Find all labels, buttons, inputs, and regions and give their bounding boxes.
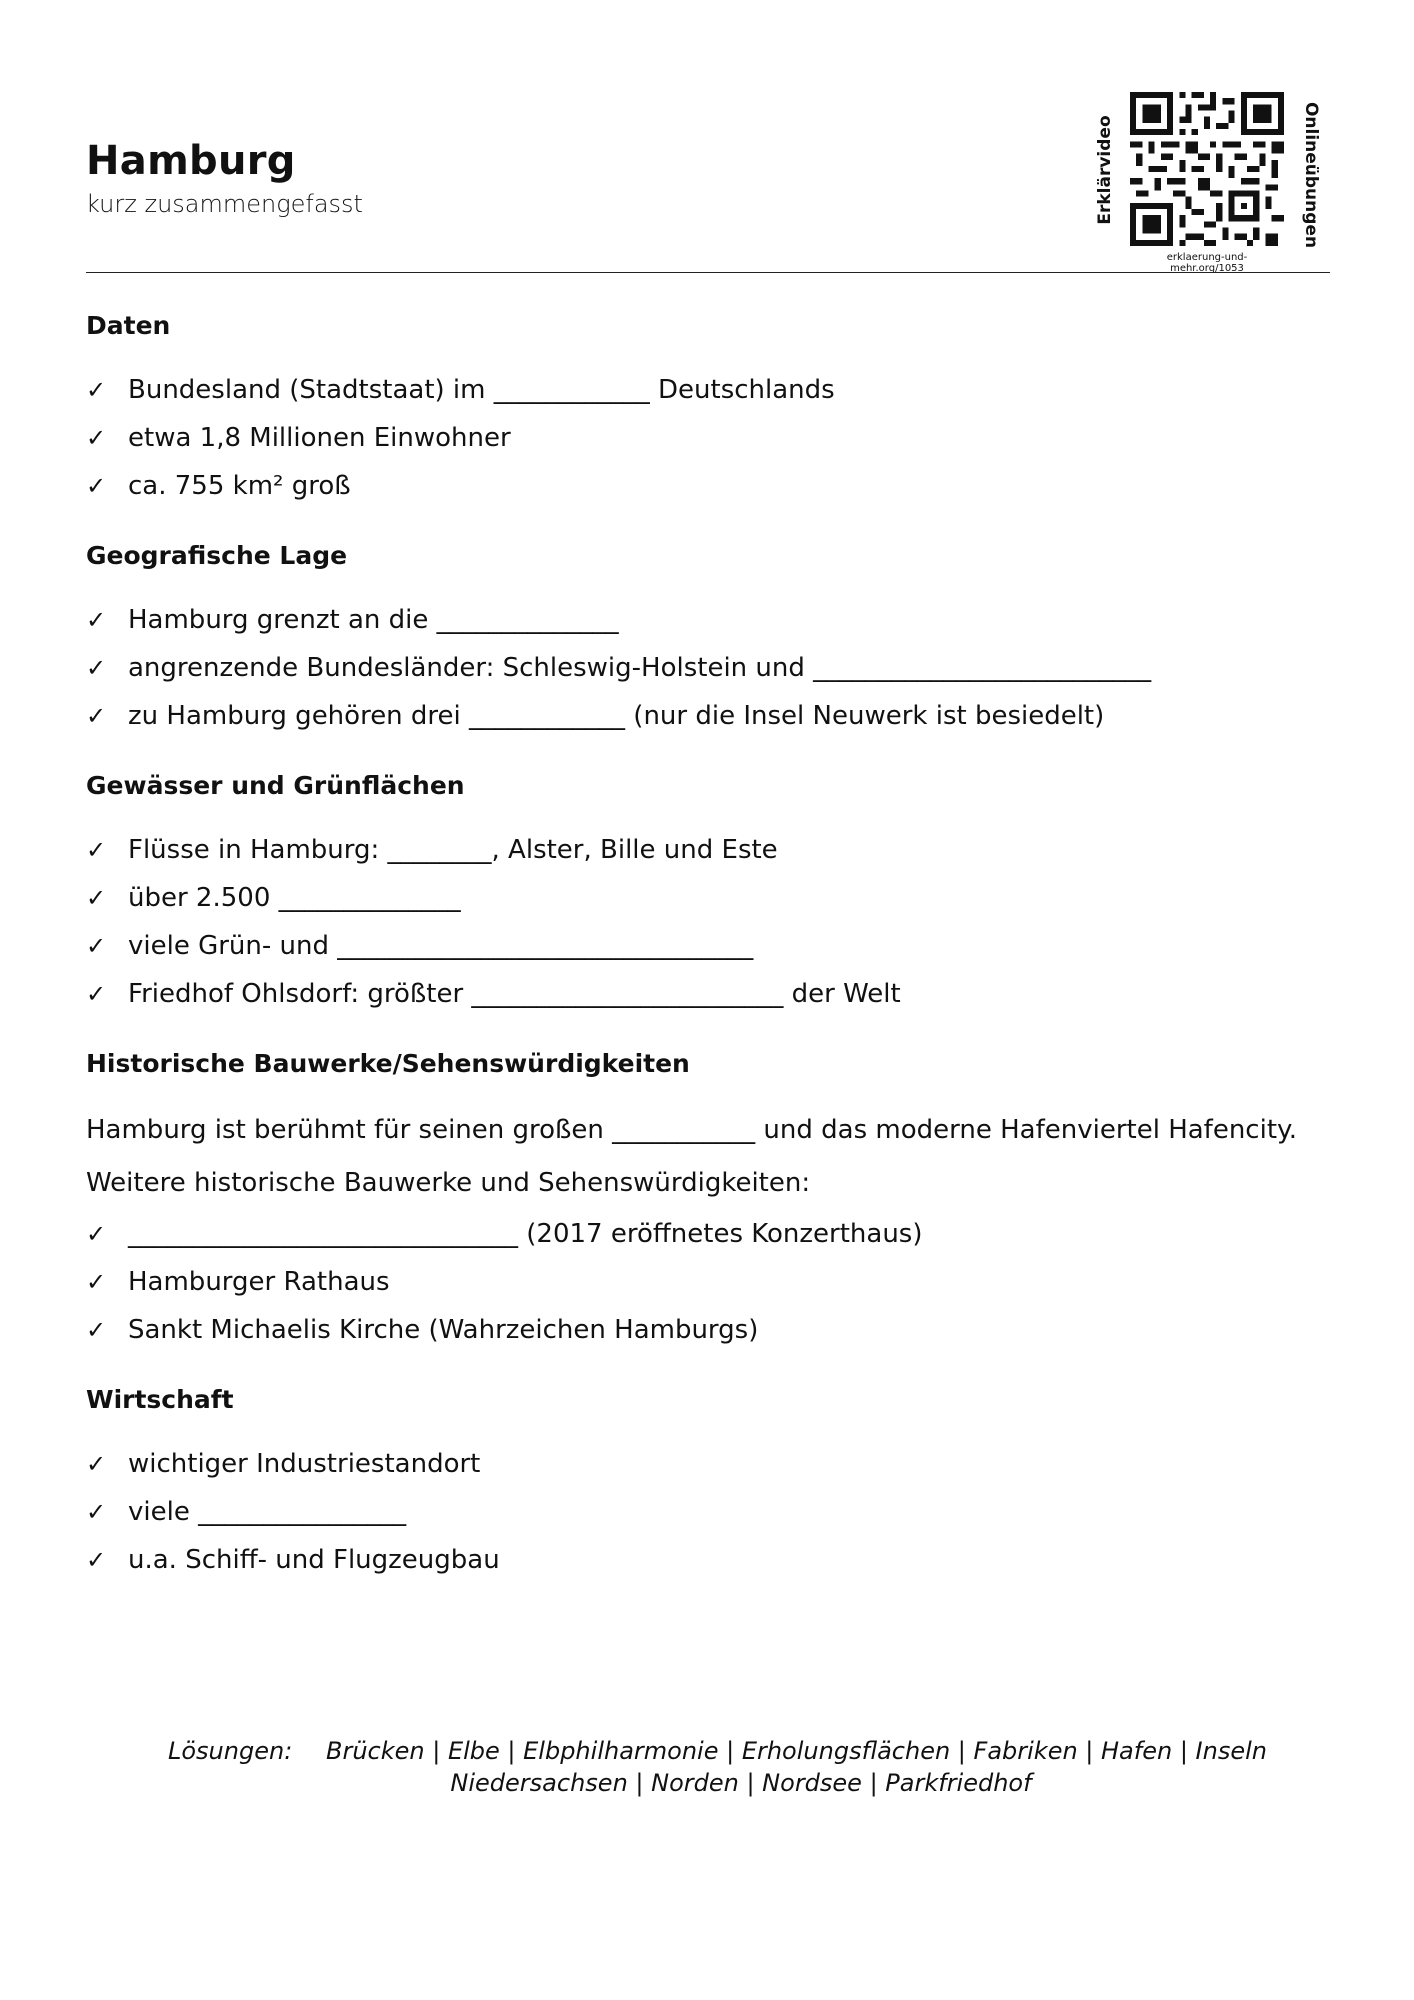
checkmark-icon: ✓ <box>86 884 107 912</box>
list-item-text: über 2.500 ______________ <box>128 883 461 913</box>
list-item <box>86 414 1326 462</box>
list-item <box>86 596 1326 644</box>
list-item <box>86 922 1326 970</box>
checkmark-icon: ✓ <box>86 1316 107 1344</box>
checkmark-icon: ✓ <box>86 1450 107 1478</box>
checkmark-icon: ✓ <box>86 702 107 730</box>
section-geografische-lage <box>86 536 1326 740</box>
list-item-text: viele ________________ <box>128 1497 407 1527</box>
list-item <box>86 644 1326 692</box>
list-item <box>86 970 1326 1018</box>
section-heading: Geografische Lage <box>86 541 348 570</box>
checkmark-icon: ✓ <box>86 1546 107 1574</box>
checkmark-icon: ✓ <box>86 1498 107 1526</box>
checkmark-icon: ✓ <box>86 472 107 500</box>
checkmark-icon: ✓ <box>86 1220 107 1248</box>
solutions-box <box>86 1735 1326 1799</box>
list-item <box>86 1258 1326 1306</box>
checkmark-icon: ✓ <box>86 1268 107 1296</box>
list-item-text: u.a. Schiff- und Flugzeugbau <box>128 1545 500 1575</box>
list-item <box>86 366 1326 414</box>
list-item <box>86 1306 1326 1354</box>
paragraph: Weitere historische Bauwerke und Sehenswürdigkeiten: <box>86 1168 811 1198</box>
section-heading: Wirtschaft <box>86 1385 234 1414</box>
checkmark-icon: ✓ <box>86 980 107 1008</box>
section-bauwerke <box>86 1044 1326 1354</box>
list-item <box>86 1536 1326 1584</box>
checkmark-icon: ✓ <box>86 932 107 960</box>
section-heading: Gewässer und Grünflächen <box>86 771 465 800</box>
qr-label-onlineuebungen: Onlineübungen <box>1301 101 1321 249</box>
list-item-text: Hamburg grenzt an die ______________ <box>128 605 619 635</box>
header-divider <box>86 272 1330 273</box>
list-item <box>86 462 1326 510</box>
list-item-text: etwa 1,8 Millionen Einwohner <box>128 423 511 453</box>
list-item-text: ca. 755 km² groß <box>128 471 351 501</box>
checkmark-icon: ✓ <box>86 654 107 682</box>
paragraph: Hamburg ist berühmt für seinen großen ___________ und das moderne Hafenviertel Hafencity. <box>86 1115 1297 1145</box>
list-item <box>86 1210 1326 1258</box>
checkmark-icon: ✓ <box>86 424 107 452</box>
worksheet-content <box>86 306 1326 1584</box>
checkmark-icon: ✓ <box>86 606 107 634</box>
list-item <box>86 874 1326 922</box>
qr-url[interactable]: erklaerung-und-mehr.org/1053 <box>1166 252 1248 274</box>
section-daten <box>86 306 1326 510</box>
section-wirtschaft <box>86 1380 1326 1584</box>
solutions-line-1: Brücken | Elbe | Elbphilharmonie | Erholungsflächen | Fabriken | Hafen | Inseln <box>326 1737 1267 1765</box>
list-item <box>86 692 1326 740</box>
list-item-text: viele Grün- und ________________________________ <box>128 931 754 961</box>
list-item-text: wichtiger Industriestandort <box>128 1449 481 1479</box>
list-item-text: Bundesland (Stadtstaat) im ____________ Deutschlands <box>128 375 835 405</box>
qr-label-erklaervideo: Erklärvideo <box>1095 115 1115 225</box>
checkmark-icon: ✓ <box>86 376 107 404</box>
list-item-text: Flüsse in Hamburg: ________, Alster, Bille und Este <box>128 835 778 865</box>
checkmark-icon: ✓ <box>86 836 107 864</box>
section-gewaesser <box>86 766 1326 1018</box>
page-subtitle: kurz zusammengefasst <box>86 190 363 218</box>
list-item-text: ______________________________ (2017 eröffnetes Konzerthaus) <box>128 1219 923 1249</box>
solutions-label: Lösungen: <box>168 1737 293 1765</box>
list-item-text: Hamburger Rathaus <box>128 1267 390 1297</box>
list-item-text: zu Hamburg gehören drei ____________ (nur die Insel Neuwerk ist besiedelt) <box>128 701 1105 731</box>
list-item-text: angrenzende Bundesländer: Schleswig-Holstein und __________________________ <box>128 653 1152 683</box>
list-item <box>86 1440 1326 1488</box>
list-item <box>86 826 1326 874</box>
list-item <box>86 1488 1326 1536</box>
section-heading: Historische Bauwerke/Sehenswürdigkeiten <box>86 1049 690 1078</box>
section-heading: Daten <box>86 311 171 340</box>
page-title: Hamburg <box>86 138 296 184</box>
solutions-line-2: Niedersachsen | Norden | Nordsee | Parkfriedhof <box>450 1769 1032 1797</box>
list-item-text: Sankt Michaelis Kirche (Wahrzeichen Hamburgs) <box>128 1315 759 1345</box>
list-item-text: Friedhof Ohlsdorf: größter ________________________ der Welt <box>128 979 901 1009</box>
qr-code-icon[interactable] <box>1130 92 1284 246</box>
